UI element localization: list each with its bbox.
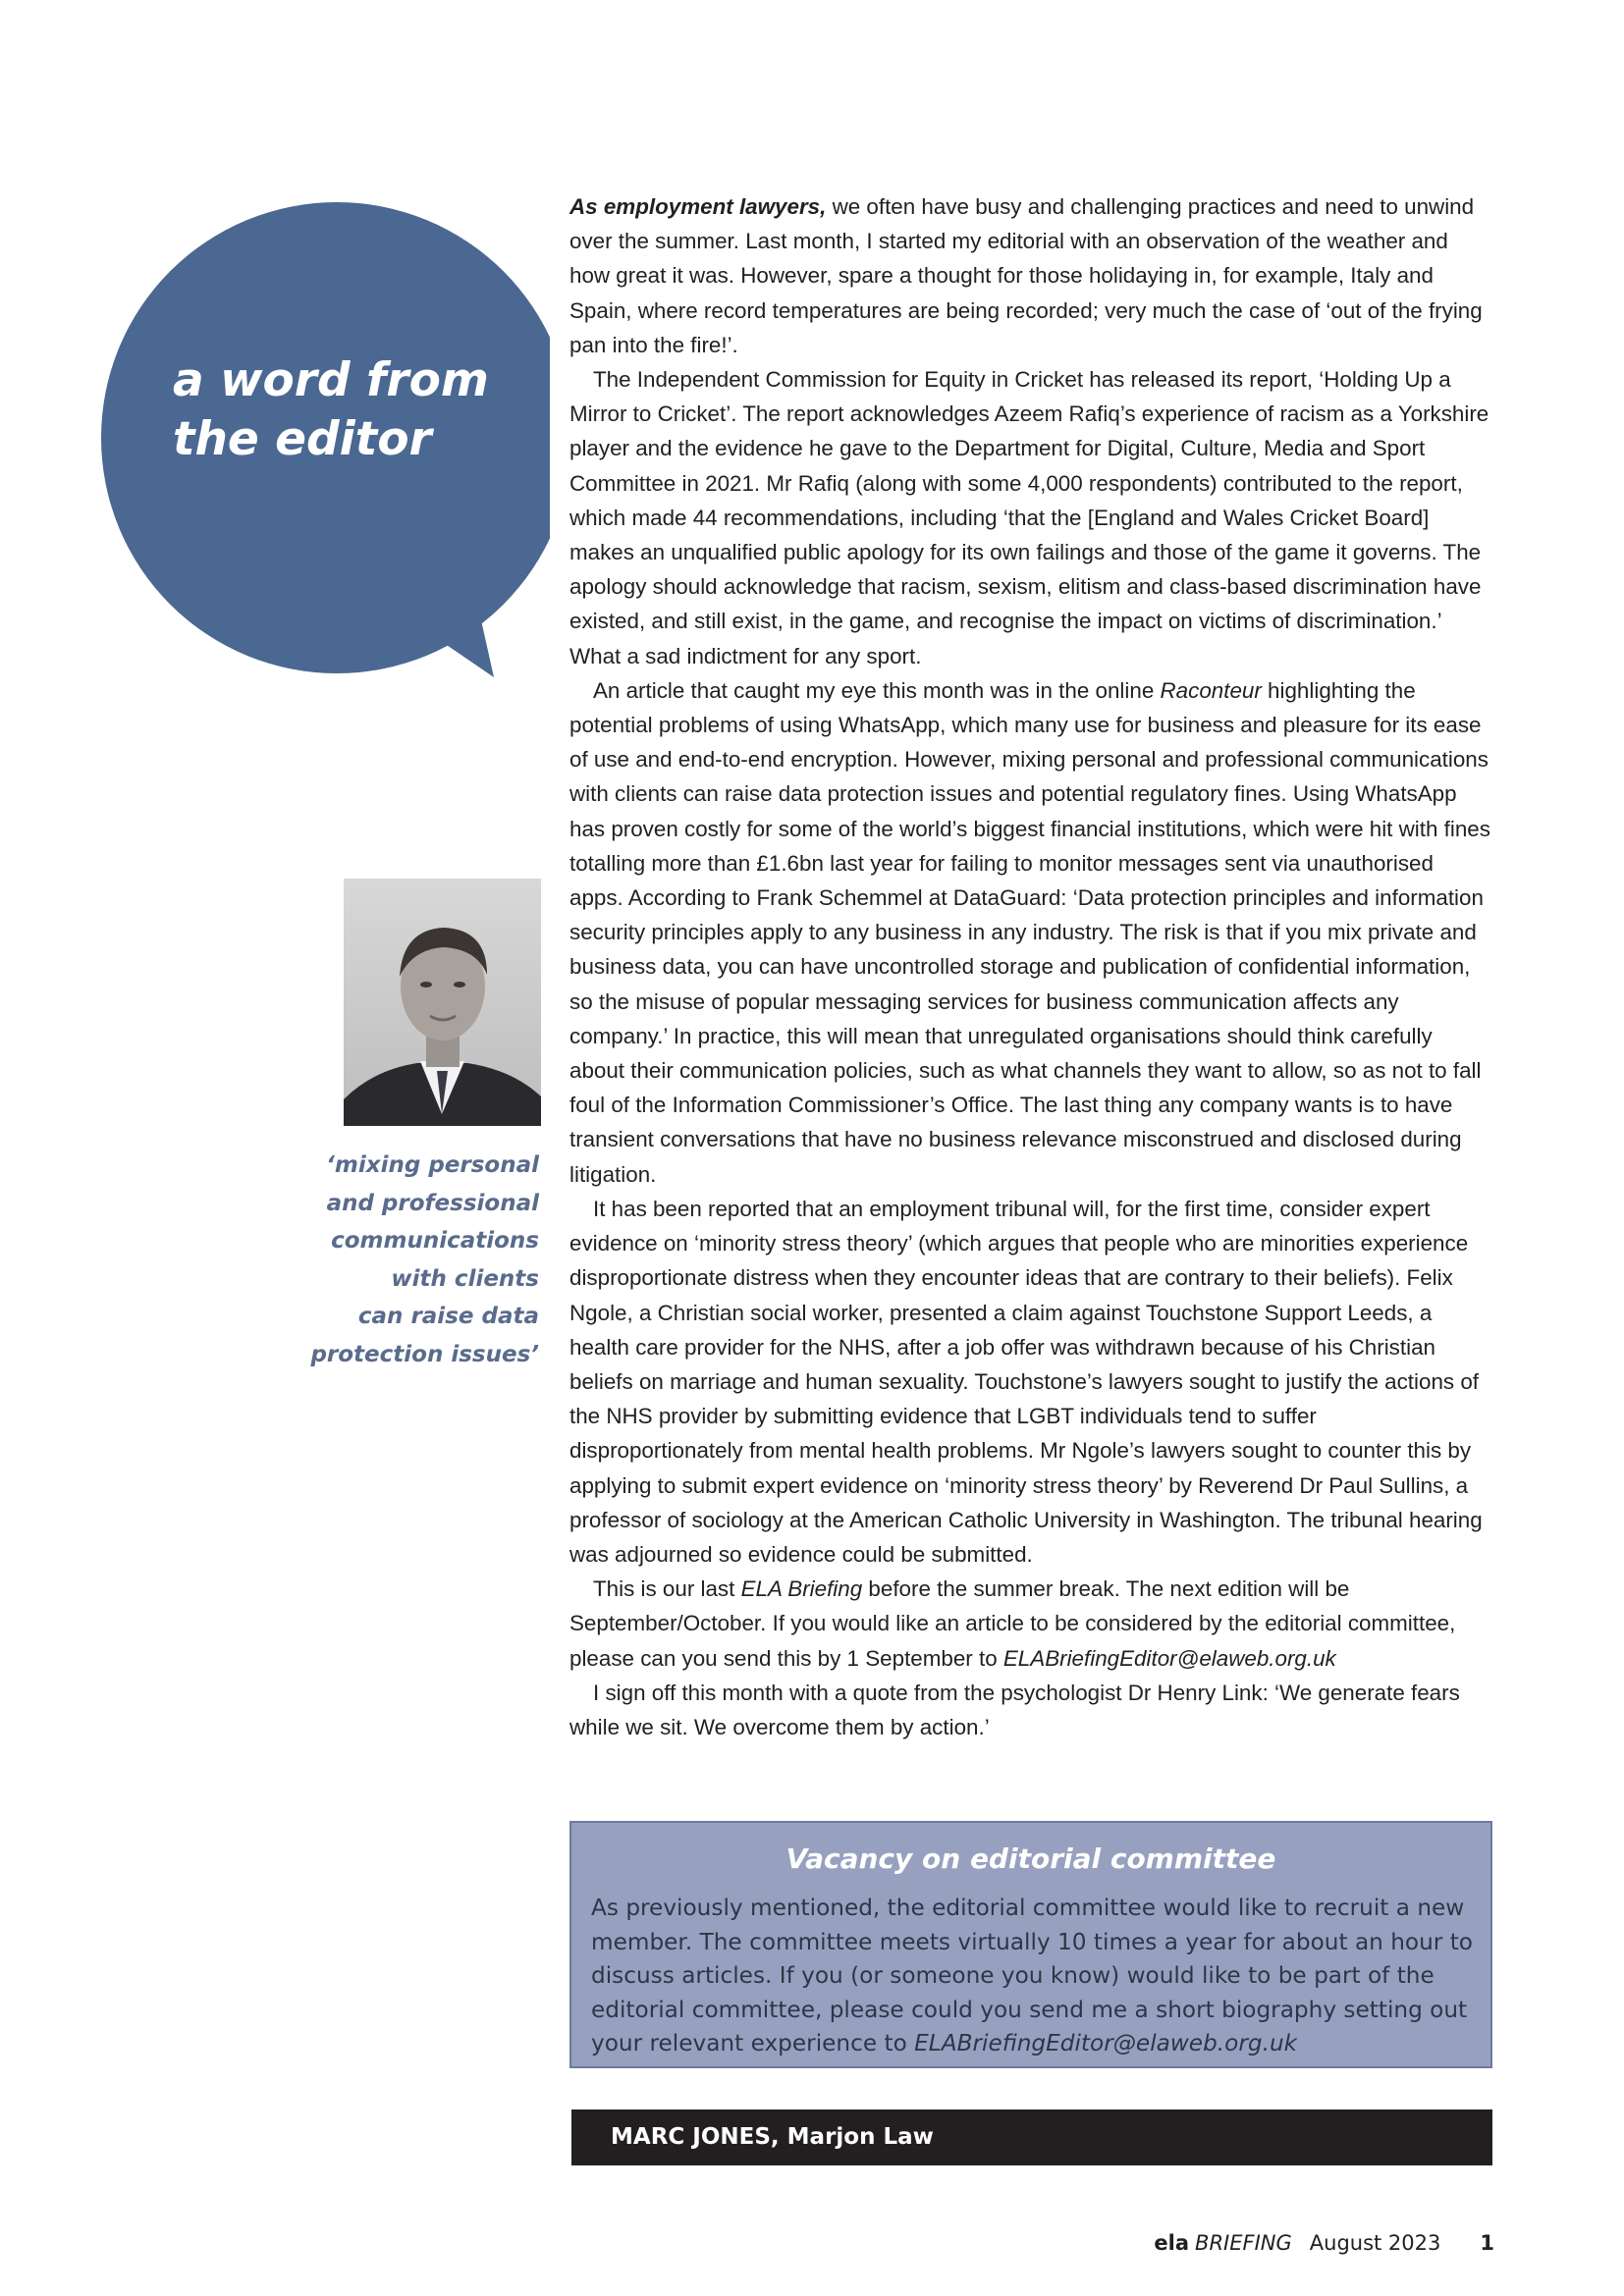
pull-quote-line: and professional <box>326 1190 539 1216</box>
editor-speech-bubble <box>0 0 550 707</box>
paragraph-5-text-b: before the summer break. The next edition will be September/October. If you would like an article to be considered by the editorial committee, please can you send this by 1 September to <box>569 1576 1456 1671</box>
paragraph-6: I sign off this month with a quote from the psychologist Dr Henry Link: ‘We generate fears while we sit. We overcome them by action.’ <box>569 1680 1460 1739</box>
vacancy-box <box>569 1821 1492 2068</box>
paragraph-2: The Independent Commission for Equity in Cricket has released its report, ‘Holding Up a Mirror to Cricket’. The report acknowledges Azeem Rafiq’s experience of racism as a Yorkshire player and the evidence he gave to the Department for Digital, Culture, Media and Sport Committee in 2021. Mr Rafiq (along with some 4,000 respondents) contributed to the report, which made 44 recommendations, including ‘that the [England and Wales Cricket Board] makes an unqualified public apology for its own failings and those of the game it governs. The apology should acknowledge that racism, sexism, elitism and class-based discrimination have existed, and still exist, in the game, and recognise the impact on victims of discrimination.’ What a sad indictment for any sport. <box>569 367 1489 668</box>
publication-name: Raconteur <box>1160 677 1262 703</box>
section-title <box>173 351 526 469</box>
paragraph-3 <box>569 673 1492 1192</box>
lead-in: As employment lawyers, <box>569 194 827 219</box>
paragraph-3-text-b: highlighting the potential problems of using WhatsApp, which many use for business and pleasure for its ease of use and end-to-end encryption. However, mixing personal and professional communications with clients can raise data protection issues and potential regulatory fines. Using WhatsApp has proven costly for some of the world’s biggest financial institutions, which were hit with fines totalling more than £1.6bn last year for failing to monitor messages sent via unauthorised apps. According to Frank Schemmel at DataGuard: ‘Data protection principles and information security principles apply to any business in any industry. The risk is that if you mix private and business data, you can have uncontrolled storage and publication of confidential information, so the misuse of popular messaging services for business communication affects any company.’ In practice, this will mean that unregulated organisations should think carefully about their communication policies, such as what channels they want to allow, so as not to fall foul of the Information Commissioner’s Office. The last thing any company wants is to have transient conversations that have no business relevance misconstrued and disclosed during litigation. <box>569 677 1490 1187</box>
author-byline: MARC JONES, Marjon Law <box>571 2109 1492 2165</box>
page-footer <box>1129 2231 1494 2255</box>
page-number: 1 <box>1480 2231 1494 2255</box>
pull-quote-line: protection issues’ <box>310 1341 539 1367</box>
section-title-line-1: a word from <box>173 353 489 407</box>
editor-email-link[interactable]: ELABriefingEditor@elaweb.org.uk <box>1002 1645 1336 1671</box>
pull-quote-line: with clients <box>391 1265 539 1292</box>
vacancy-email-link[interactable]: ELABriefingEditor@elaweb.org.uk <box>914 2030 1298 2056</box>
pull-quote-line: ‘mixing personal <box>326 1152 539 1178</box>
publication-title: ELA Briefing <box>740 1576 863 1602</box>
editorial-body <box>569 189 1492 1744</box>
editor-portrait-photo <box>344 879 541 1126</box>
paragraph-3-text-a: An article that caught my eye this month was in the online <box>593 677 1161 703</box>
paragraph-5 <box>569 1572 1492 1676</box>
footer-brand: ela <box>1154 2231 1190 2255</box>
vacancy-title: Vacancy on editorial committee <box>785 1842 1276 1875</box>
pull-quote <box>295 1147 539 1373</box>
section-title-line-2: the editor <box>173 412 432 466</box>
paragraph-1-text: we often have busy and challenging practices and need to unwind over the summer. Last month, I started my editorial with an observation of the weather and how great it was. However, spare a thought for those holidaying in, for example, Italy and Spain, where record temperatures are being recorded; very much the case of ‘out of the frying pan into the fire!’. <box>569 194 1483 357</box>
portrait-illustration <box>344 879 541 1126</box>
paragraph-4: It has been reported that an employment tribunal will, for the first time, consider expert evidence on ‘minority stress theory’ (which argues that people who are minorities experience disproportionate distress when they encounter ideas that are contrary to their beliefs). Felix Ngole, a Christian social worker, presented a claim against Touchstone Support Leeds, a health care provider for the NHS, after a job offer was withdrawn because of his Christian beliefs on marriage and human sexuality. Touchstone’s lawyers sought to justify the actions of the NHS provider by submitting evidence that LGBT individuals tend to suffer disproportionately from mental health problems. Mr Ngole’s lawyers sought to counter this by applying to submit expert evidence on ‘minority stress theory’ by Reverend Dr Paul Sullins, a professor of sociology at the American Catholic University in Washington. The tribunal hearing was adjourned so evidence could be submitted. <box>569 1196 1483 1567</box>
paragraph-5-text-a: This is our last <box>593 1576 741 1602</box>
footer-edition: August 2023 <box>1309 2231 1441 2255</box>
paragraph-1 <box>569 189 1492 362</box>
vacancy-text: As previously mentioned, the editorial committee would like to recruit a new member. The committee meets virtually 10 times a year for about an hour to discuss articles. If you (or someone you know) would like to be part of the editorial committee, please could you send me a short biography setting out your relevant experience to <box>591 1895 1473 2056</box>
pull-quote-line: can raise data <box>357 1304 539 1329</box>
vacancy-body <box>591 1892 1475 2061</box>
pull-quote-line: communications <box>331 1228 539 1254</box>
footer-publication: BRIEFING <box>1195 2231 1292 2255</box>
